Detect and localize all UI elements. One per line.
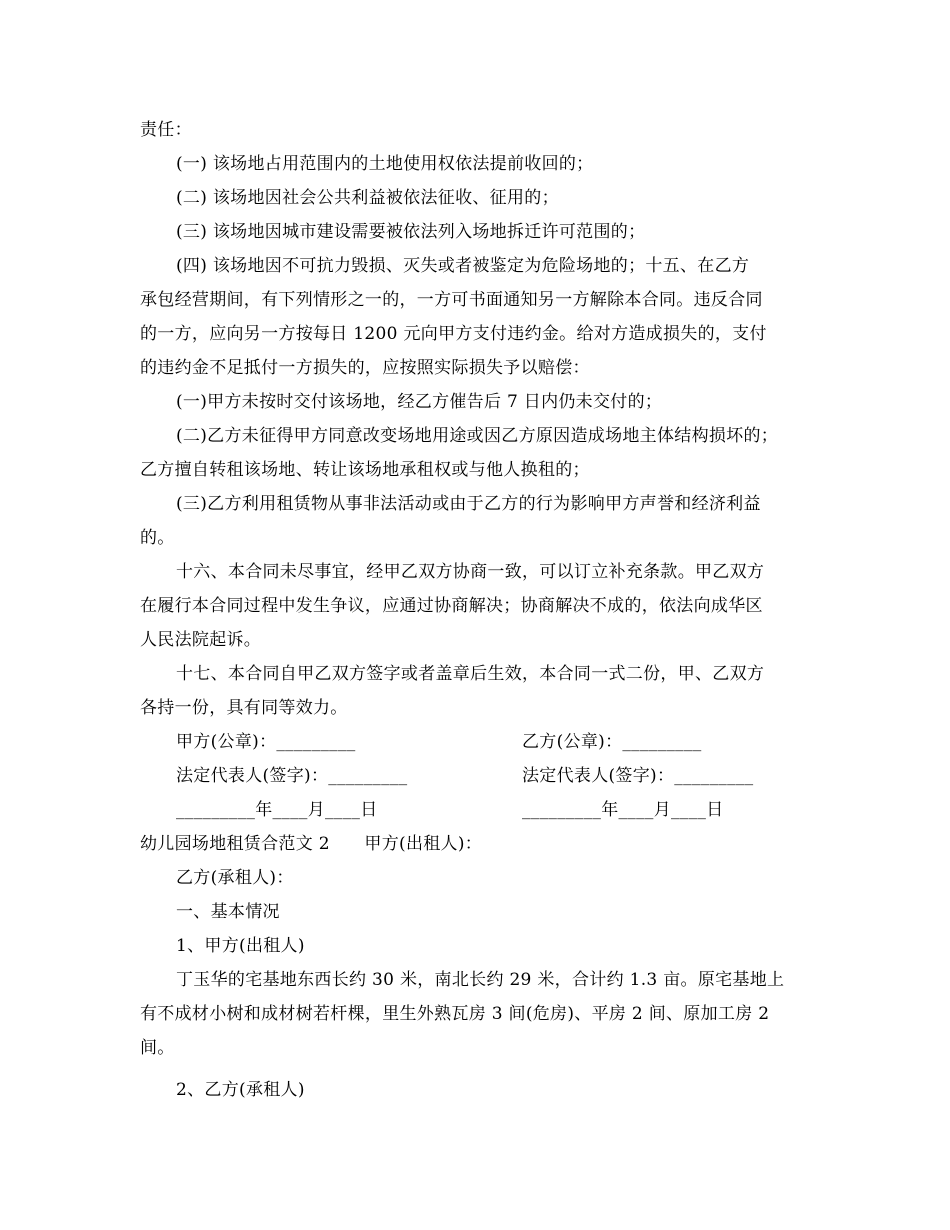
clause-item: (二)乙方未征得甲方同意改变场地用途或因乙方原因造成场地主体结构损坏的； <box>176 426 779 446</box>
clause-item: (一) 该场地占用范围内的土地使用权依法提前收回的； <box>176 154 594 174</box>
lessee-label: 乙方(承租人)： <box>176 868 294 888</box>
party-b-representative: 法定代表人(签字)：_________ <box>522 766 754 786</box>
text-line: 的。 <box>140 528 175 548</box>
lessor-item: 1、甲方(出租人) <box>176 936 305 956</box>
party-b-date: _________年____月____日 <box>522 800 724 820</box>
article-seventeen: 十七、本合同自甲乙双方签字或者盖章后生效，本合同一式二份，甲、乙双方 <box>176 664 765 684</box>
text-line: 的一方，应向另一方按每日 1200 元向甲方支付违约金。给对方造成损失的，支付 <box>140 324 767 344</box>
paragraph-line: 间。 <box>140 1038 175 1058</box>
text-line: 的违约金不足抵付一方损失的，应按照实际损失予以赔偿： <box>140 358 590 378</box>
clause-item: (一)甲方未按时交付该场地，经乙方催告后 7 日内仍未交付的； <box>176 392 663 412</box>
party-a-seal: 甲方(公章)：_________ <box>176 732 356 752</box>
text-line: 在履行本合同过程中发生争议，应通过协商解决；协商解决不成的，依法向成华区 <box>140 596 763 616</box>
clause-item: (三) 该场地因城市建设需要被依法列入场地拆迁许可范围的； <box>176 222 646 242</box>
paragraph-line: 丁玉华的宅基地东西长约 30 米，南北长约 29 米，合计约 1.3 亩。原宅基地上 <box>176 970 785 990</box>
text-line: 人民法院起诉。 <box>140 630 262 650</box>
paragraph-line: 有不成材小树和成材树若杆棵，里生外熟瓦房 3 间(危房)、平房 2 间、原加工房 2 <box>140 1004 770 1024</box>
clause-item: (三)乙方利用租赁物从事非法活动或由于乙方的行为影响甲方声誉和经济利益 <box>176 494 761 514</box>
text-line: 各持一份，具有同等效力。 <box>140 698 348 718</box>
party-a-date: _________年____月____日 <box>176 800 378 820</box>
lessee-item: 2、乙方(承租人) <box>176 1080 305 1100</box>
clause-item: (二) 该场地因社会公共利益被依法征收、征用的； <box>176 188 559 208</box>
article-sixteen: 十六、本合同未尽事宜，经甲乙双方协商一致，可以订立补充条款。甲乙双方 <box>176 562 765 582</box>
party-a-representative: 法定代表人(签字)：_________ <box>176 766 408 786</box>
text-line: 乙方擅自转租该场地、转让该场地承租权或与他人换租的； <box>140 460 590 480</box>
text-line: 责任： <box>140 120 192 140</box>
clause-item: (四) 该场地因不可抗力毁损、灭失或者被鉴定为危险场地的；十五、在乙方 <box>176 256 750 276</box>
section-heading: 幼儿园场地租赁合范文 2 甲方(出租人)： <box>140 834 483 854</box>
text-line: 承包经营期间，有下列情形之一的，一方可书面通知另一方解除本合同。违反合同 <box>140 290 763 310</box>
party-b-seal: 乙方(公章)：_________ <box>522 732 702 752</box>
basic-info-heading: 一、基本情况 <box>176 902 280 922</box>
